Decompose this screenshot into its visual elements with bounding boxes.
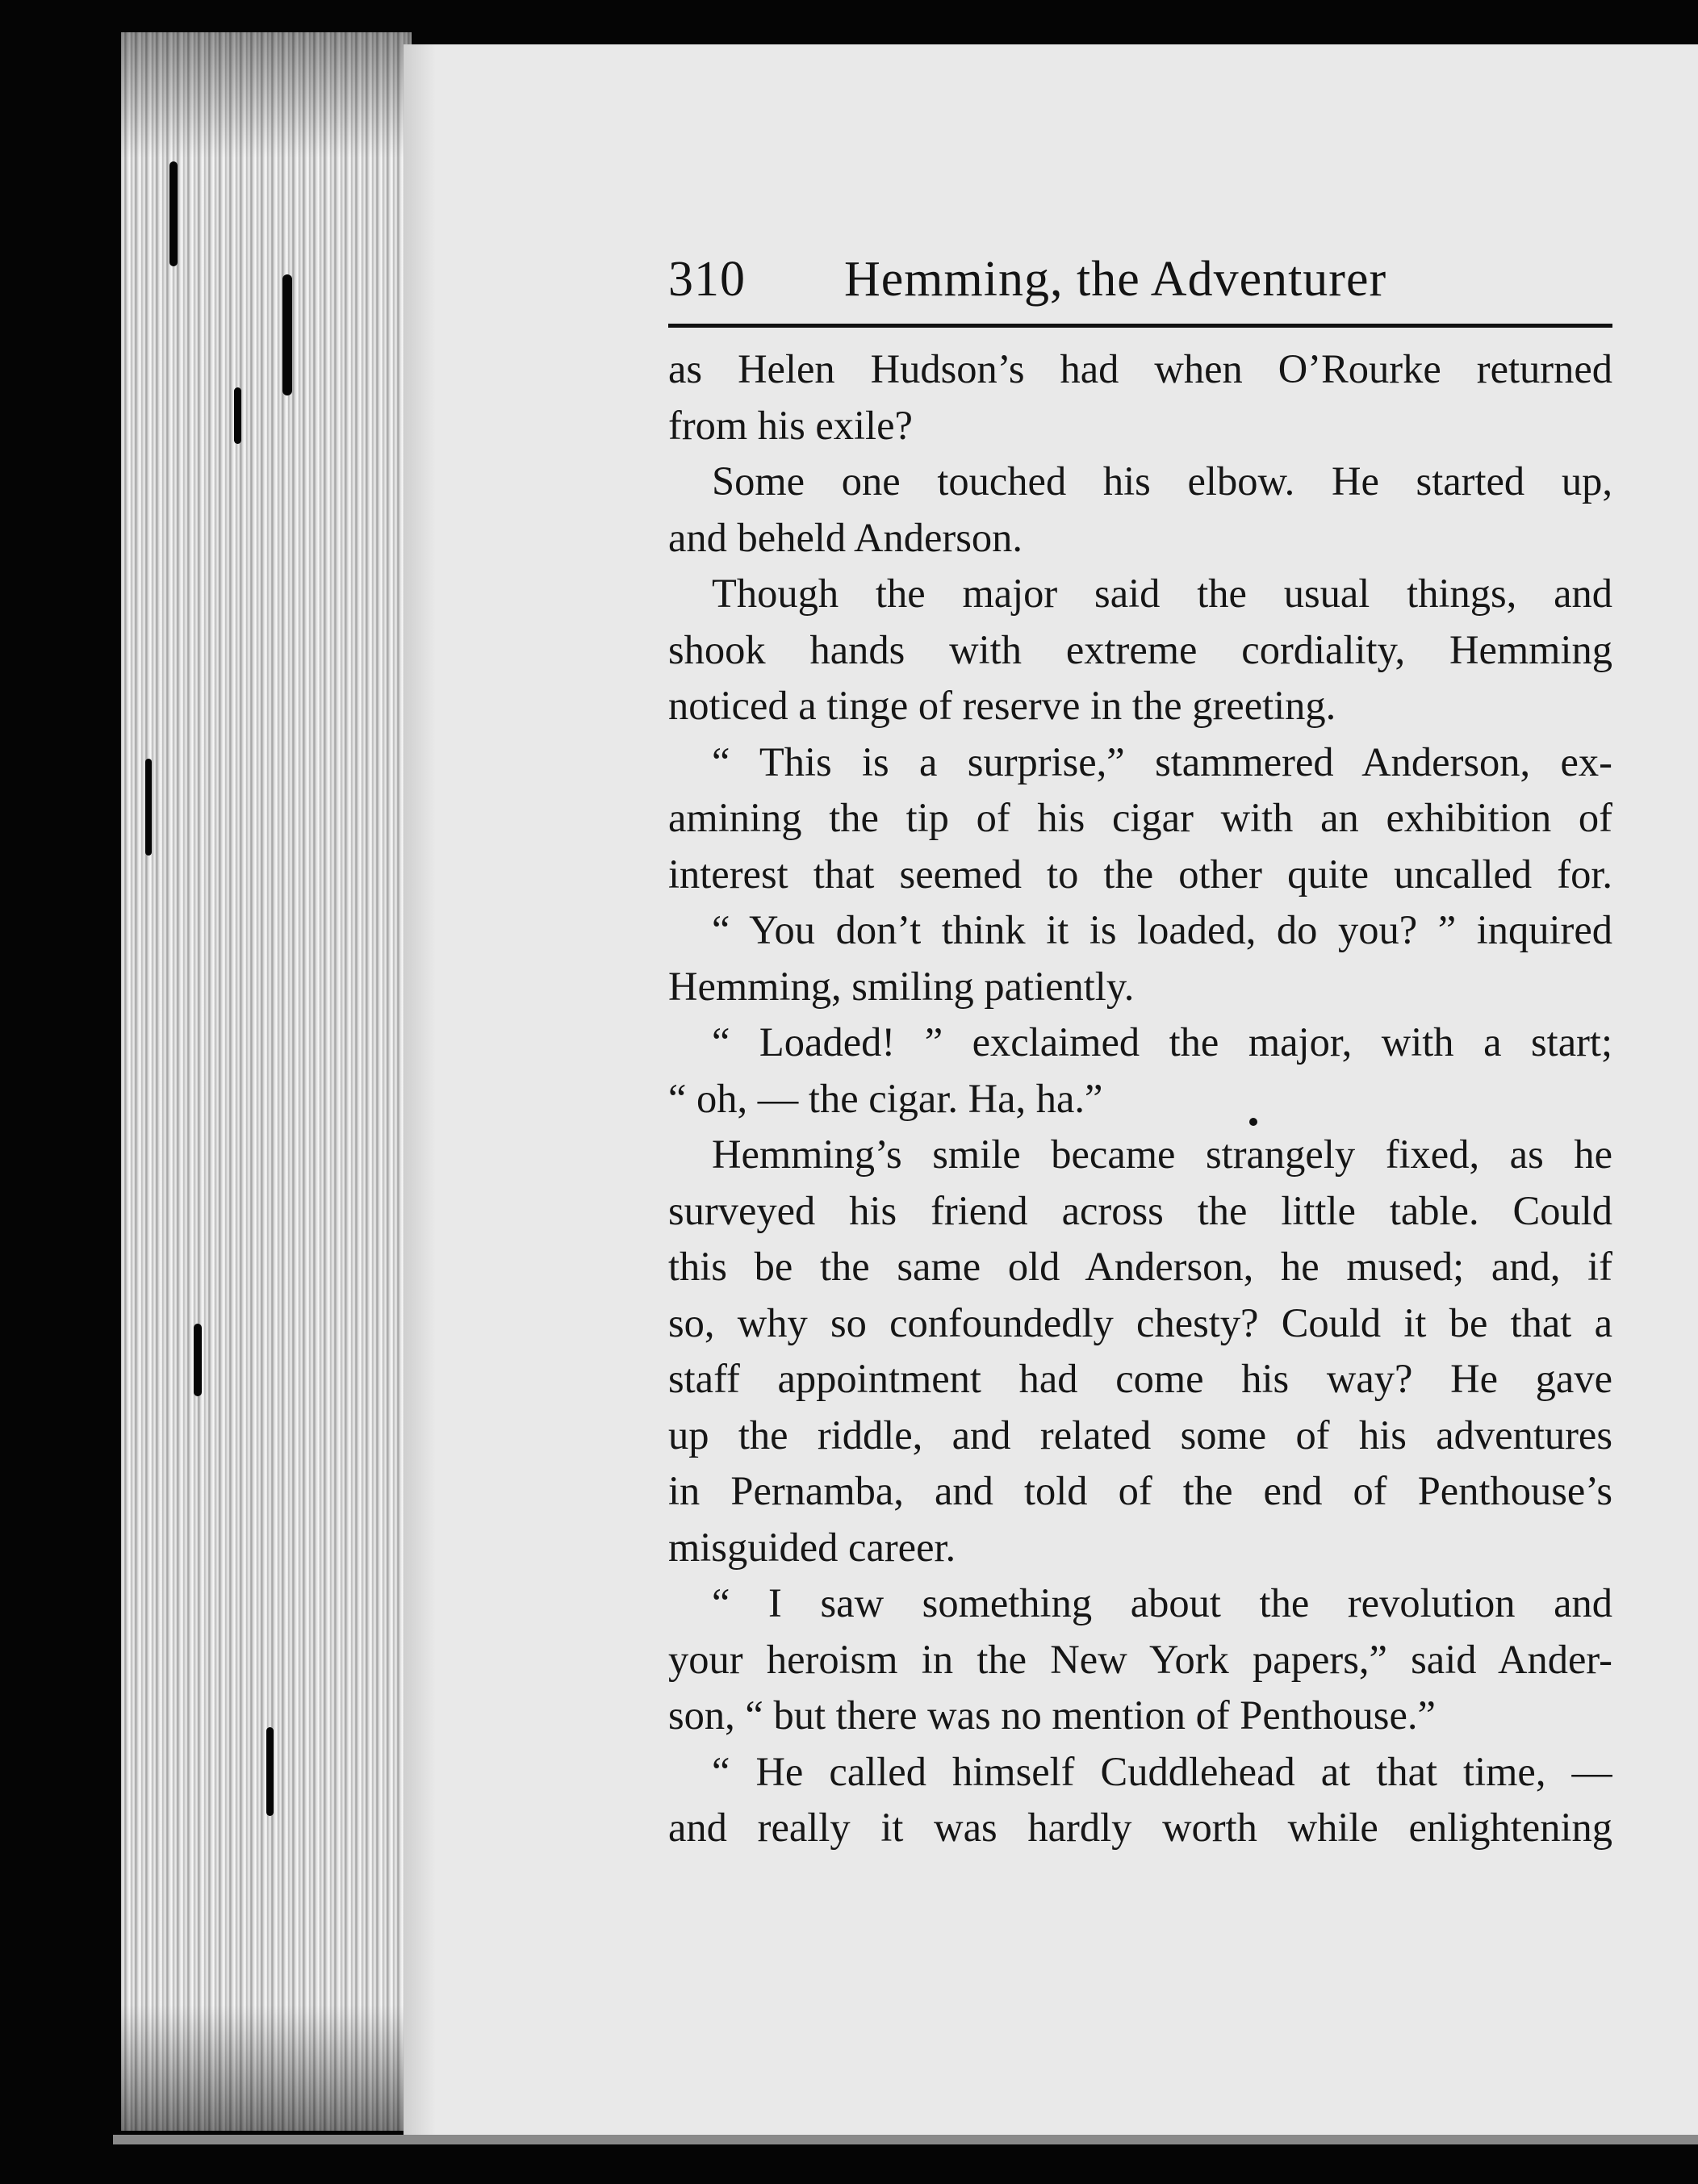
text-line: so, why so confoundedly chesty? Could it be that a	[668, 1299, 1612, 1345]
book-page	[404, 44, 1698, 2143]
text-line: surveyed his friend across the little table. Could	[668, 1187, 1612, 1233]
page-header	[668, 246, 1612, 328]
edge-mark	[282, 274, 292, 395]
text-line: and beheld Anderson.	[668, 514, 1023, 560]
text-line: Hemming’s smile became strangely fixed, as he	[712, 1132, 1612, 1177]
edge-mark	[234, 387, 241, 444]
text-line: amining the tip of his cigar with an exhibition of	[668, 795, 1612, 840]
edge-mark	[266, 1727, 274, 1816]
text-line: from his exile?	[668, 402, 913, 448]
text-line: your heroism in the New York papers,” said Ander-	[668, 1636, 1612, 1682]
text-line: Hemming, smiling patiently.	[668, 963, 1135, 1009]
page-bottom-edge	[113, 2135, 1698, 2144]
text-line: son, “ but there was no mention of Penthouse.”	[668, 1692, 1436, 1738]
text-line: interest that seemed to the other quite uncalled for.	[668, 851, 1612, 897]
body-text	[668, 341, 1612, 1856]
text-line: and really it was hardly worth while enlightening	[668, 1805, 1612, 1850]
text-line: in Pernamba, and told of the end of Penthouse’s	[668, 1468, 1612, 1513]
edge-mark	[169, 161, 178, 266]
ink-speck	[1249, 1118, 1257, 1126]
edge-mark	[145, 759, 152, 856]
running-title: Hemming, the Adventurer	[844, 252, 1387, 307]
text-line: misguided career.	[668, 1524, 956, 1570]
text-line: as Helen Hudson’s had when O’Rourke returned	[668, 346, 1612, 391]
text-line: up the riddle, and related some of his adventures	[668, 1412, 1612, 1458]
text-line: shook hands with extreme cordiality, Hemming	[668, 626, 1612, 672]
text-line: Though the major said the usual things, and	[712, 571, 1612, 616]
text-line: “ This is a surprise,” stammered Anderson, ex-	[712, 738, 1612, 784]
edge-mark	[194, 1324, 202, 1396]
text-line: “ I saw something about the revolution and	[712, 1580, 1612, 1625]
text-line: Some one touched his elbow. He started up,	[712, 458, 1612, 504]
text-line: “ Loaded! ” exclaimed the major, with a start;	[712, 1019, 1612, 1065]
page-number: 310	[668, 252, 746, 307]
text-line: noticed a tinge of reserve in the greeting.	[668, 683, 1336, 728]
text-line: this be the same old Anderson, he mused; and, if	[668, 1244, 1612, 1289]
text-line: “ oh, — the cigar. Ha, ha.”	[668, 1075, 1103, 1121]
text-line: “ You don’t think it is loaded, do you? ” inquired	[712, 907, 1612, 952]
text-line: staff appointment had come his way? He gave	[668, 1356, 1612, 1401]
page-edges	[121, 32, 412, 2131]
text-line: “ He called himself Cuddlehead at that time, —	[712, 1748, 1612, 1794]
